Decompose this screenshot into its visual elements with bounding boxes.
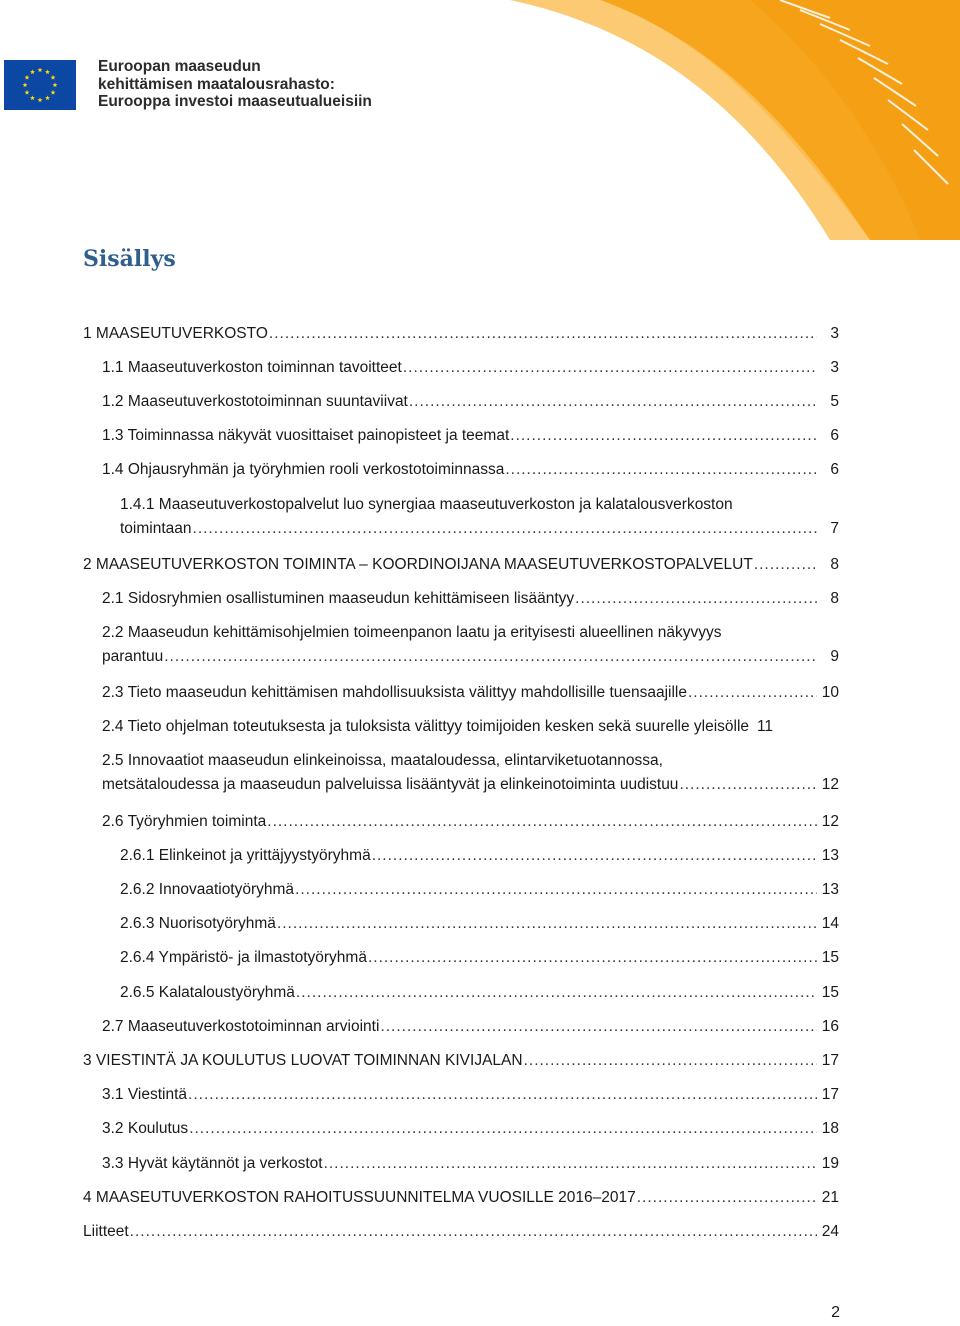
leader-dots	[688, 684, 817, 702]
leader-dots	[679, 776, 817, 794]
toc-entry-text: 2.7 Maaseutuverkostotoiminnan arviointi	[102, 1018, 380, 1035]
toc-entry-text: 2.1 Sidosryhmien osallistuminen maaseudun kehittämiseen lisääntyy	[102, 590, 575, 607]
toc-entry-text: 1.1 Maaseutuverkoston toiminnan tavoitteet	[102, 359, 402, 376]
leader-dots	[188, 1086, 817, 1104]
leader-dots	[193, 520, 817, 538]
toc-entry-text: Liitteet	[83, 1223, 129, 1240]
toc-entry-2-6-1[interactable]	[120, 847, 839, 865]
toc-entry-2-6-3[interactable]	[120, 915, 839, 933]
toc-title: Sisällys	[83, 246, 176, 272]
toc-entry-text: 2.3 Tieto maaseudun kehittämisen mahdollisuuksista välittyy mahdollisille tuensaajille	[102, 684, 687, 701]
leader-dots	[403, 359, 817, 377]
toc-entry-liitteet[interactable]	[83, 1223, 839, 1241]
toc-entry-2-5[interactable]	[102, 752, 839, 794]
toc-entry-page: 16	[821, 1018, 839, 1035]
toc-entry-page: 6	[830, 427, 839, 444]
leader-dots	[164, 648, 817, 666]
toc-entry-page: 19	[821, 1155, 839, 1172]
toc-entry-text: 2.6 Työryhmien toiminta	[102, 813, 267, 830]
toc-entry-text: 1 MAASEUTUVERKOSTO	[83, 325, 268, 342]
toc-entry-page: 15	[821, 984, 839, 1001]
toc-entry-page: 14	[821, 915, 839, 932]
toc-entry-page: 7	[830, 520, 839, 537]
toc-entry-text: 2.6.4 Ympäristö- ja ilmastotyöryhmä	[120, 949, 367, 966]
leader-dots	[277, 915, 817, 933]
toc-entry-text: 3.2 Koulutus	[102, 1120, 189, 1137]
toc-entry-text: 2.4 Tieto ohjelman toteutuksesta ja tuloksista välittyy toimijoiden kesken sekä suurelle yleisölle	[102, 718, 750, 735]
toc-entry-page: 3	[830, 359, 839, 376]
toc-entry-2-1[interactable]	[102, 590, 839, 608]
toc-entry-text: parantuu	[102, 648, 164, 665]
leader-dots	[380, 1018, 817, 1036]
toc-entry-page: 17	[821, 1052, 839, 1069]
toc-entry-text: toimintaan	[120, 520, 192, 537]
toc-entry-text-line1: 2.5 Innovaatiot maaseudun elinkeinoissa, maataloudessa, elintarviketuotannossa,	[102, 752, 663, 769]
toc-entry-page: 18	[821, 1120, 839, 1137]
eu-text-line-1: Euroopan maaseudun	[98, 58, 261, 75]
toc-entry-text-line1: 2.2 Maaseudun kehittämisohjelmien toimeenpanon laatu ja erityisesti alueellinen näkyvyys	[102, 624, 722, 641]
leader-dots	[324, 1155, 817, 1173]
toc-entry-text: 2.6.5 Kalataloustyöryhmä	[120, 984, 295, 1001]
toc-entry-1-2[interactable]	[102, 393, 839, 411]
toc-entry-1-4[interactable]	[102, 461, 839, 479]
toc-entry-2-6-5[interactable]	[120, 984, 839, 1002]
toc-entry-text: 1.3 Toiminnassa näkyvät vuosittaiset painopisteet ja teemat	[102, 427, 510, 444]
toc-entry-1-3[interactable]	[102, 427, 839, 445]
toc-entry-2-6-2[interactable]	[120, 881, 839, 899]
toc-entry-page: 10	[821, 684, 839, 701]
leader-dots	[296, 984, 817, 1002]
toc-entry-2-2[interactable]	[102, 624, 839, 666]
leader-dots	[368, 949, 817, 967]
toc-entry-page: 17	[821, 1086, 839, 1103]
leader-dots	[754, 556, 817, 574]
leader-dots	[269, 325, 817, 343]
toc-entry-page: 8	[830, 556, 839, 573]
toc-entry-text: 2.6.3 Nuorisotyöryhmä	[120, 915, 276, 932]
eu-text-line-3: Eurooppa investoi maaseutualueisiin	[98, 93, 372, 110]
toc-entry-2-6-4[interactable]	[120, 949, 839, 967]
toc-entry-page: 13	[821, 881, 839, 898]
leader-dots	[409, 393, 817, 411]
toc-entry-page: 15	[821, 949, 839, 966]
leader-dots	[524, 1052, 817, 1070]
eu-text-line-2: kehittämisen maatalousrahasto:	[98, 75, 335, 93]
toc-entry-text: 2.6.2 Innovaatiotyöryhmä	[120, 881, 295, 898]
toc-entry-page: 9	[830, 648, 839, 665]
toc-entry-page: 8	[830, 590, 839, 607]
toc-entry-page: 13	[821, 847, 839, 864]
toc-entry-1[interactable]	[83, 325, 839, 343]
toc-entry-page: 11	[756, 718, 774, 735]
toc-entry-text: 4 MAASEUTUVERKOSTON RAHOITUSSUUNNITELMA VUOSILLE 2016–2017	[83, 1189, 636, 1206]
toc-entry-1-4-1[interactable]	[120, 496, 839, 538]
toc-entry-text: 2 MAASEUTUVERKOSTON TOIMINTA – KOORDINOIJANA MAASEUTUVERKOSTOPALVELUT	[83, 556, 753, 573]
toc-entry-text: 1.4 Ohjausryhmän ja työryhmien rooli verkostotoiminnassa	[102, 461, 505, 478]
toc-entry-3[interactable]	[83, 1052, 839, 1070]
toc-entry-text: 2.6.1 Elinkeinot ja yrittäjyystyöryhmä	[120, 847, 371, 864]
toc-entry-3-3[interactable]	[102, 1155, 839, 1173]
leader-dots	[372, 847, 817, 865]
toc-entry-text: 3 VIESTINTÄ JA KOULUTUS LUOVAT TOIMINNAN KIVIJALAN	[83, 1052, 523, 1069]
toc-entry-text-line1: 1.4.1 Maaseutuverkostopalvelut luo synergiaa maaseutuverkoston ja kalatalousverkoston	[120, 496, 733, 513]
toc-entry-page: 6	[830, 461, 839, 478]
toc-entry-page: 3	[830, 325, 839, 342]
leader-dots	[267, 813, 817, 831]
toc-entry-1-1[interactable]	[102, 359, 839, 377]
toc-entry-2-6[interactable]	[102, 813, 839, 831]
toc-entry-2-3[interactable]	[102, 684, 839, 702]
toc-entry-4[interactable]	[83, 1189, 839, 1207]
leader-dots	[637, 1189, 817, 1207]
toc-entry-page: 12	[821, 813, 839, 830]
toc-entry-2-7[interactable]	[102, 1018, 839, 1036]
page-number: 2	[831, 1304, 840, 1321]
toc-entry-text: 3.1 Viestintä	[102, 1086, 188, 1103]
toc-entry-text: metsätaloudessa ja maaseudun palveluissa lisääntyvät ja elinkeinotoiminta uudistuu	[102, 776, 679, 793]
toc-entry-page: 24	[821, 1223, 839, 1240]
leader-dots	[130, 1223, 817, 1241]
toc-entry-2[interactable]	[83, 556, 839, 574]
leader-dots	[295, 881, 817, 899]
toc-entry-2-4[interactable]	[102, 718, 839, 736]
toc-entry-page: 5	[830, 393, 839, 410]
toc-entry-page: 12	[821, 776, 839, 793]
toc-entry-text: 1.2 Maaseutuverkostotoiminnan suuntaviivat	[102, 393, 408, 410]
toc-entry-3-1[interactable]	[102, 1086, 839, 1104]
leader-dots	[189, 1120, 817, 1138]
leader-dots	[505, 461, 817, 479]
toc-entry-text: 3.3 Hyvät käytännöt ja verkostot	[102, 1155, 323, 1172]
leader-dots	[575, 590, 817, 608]
leader-dots	[510, 427, 817, 445]
toc-entry-3-2[interactable]	[102, 1120, 839, 1138]
toc-entry-page: 21	[821, 1189, 839, 1206]
